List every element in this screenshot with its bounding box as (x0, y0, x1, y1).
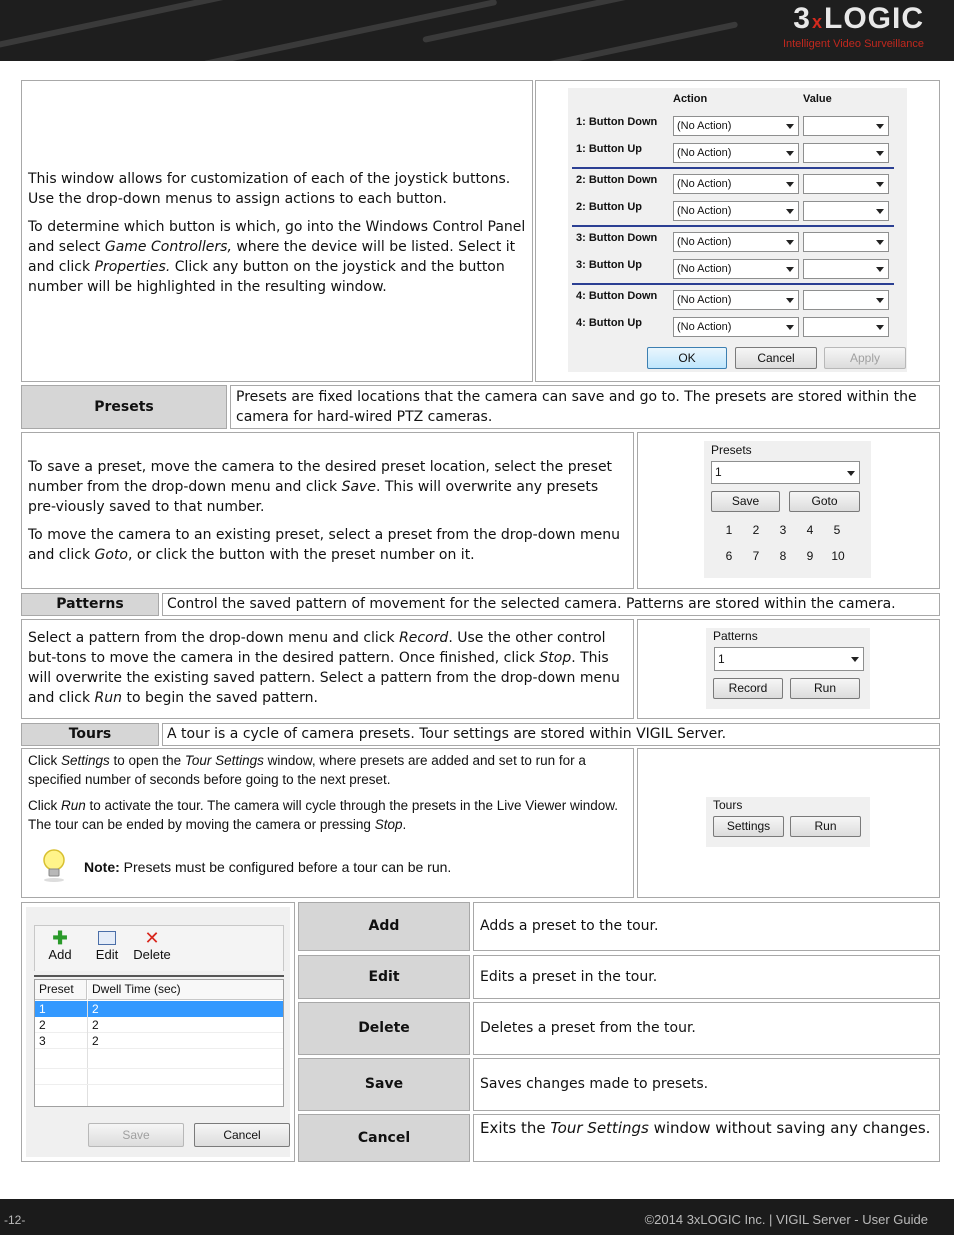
footer-copyright: ©2014 3xLOGIC Inc. | VIGIL Server - User Guide (644, 1212, 928, 1227)
joystick-para-2: To determine which button is which, go into the Windows Control Panel and select Game Controllers, where the device will be listed. Select it and click Properties. Click any button on the joystick and the button number will be highlighted in the resulting window. (28, 219, 526, 295)
action-dropdown[interactable]: (No Action) (673, 174, 799, 194)
value-dropdown[interactable] (803, 174, 889, 194)
patterns-description (21, 619, 634, 719)
patterns-para: Select a pattern from the drop-down menu and click Record. Use the other control but-tons to move the camera in the desired pattern. Once finished, click Stop. This will overwrite the existing saved pattern. Select a pattern from the drop-down menu and click Run to begin the saved pattern. (28, 630, 620, 706)
pattern-dropdown[interactable]: 1 (714, 647, 864, 671)
value-dropdown[interactable] (803, 143, 889, 163)
run-button[interactable]: Run (790, 816, 861, 837)
action-dropdown[interactable]: (No Action) (673, 201, 799, 221)
plus-icon: ✚ (52, 928, 68, 948)
delete-x-icon: ✕ (144, 928, 160, 948)
preset-dropdown[interactable]: 1 (711, 461, 860, 484)
def-desc-edit: Edits a preset in the tour. (473, 955, 940, 999)
def-term-add: Add (298, 902, 470, 951)
preset-number-button[interactable]: 6 (725, 549, 733, 563)
button-label: 2: Button Up (576, 201, 642, 213)
def-desc-delete: Deletes a preset from the tour. (473, 1002, 940, 1055)
patterns-screenshot-cell (637, 619, 940, 719)
joystick-dialog (568, 88, 907, 372)
edit-tool[interactable]: Edit (92, 929, 122, 962)
def-desc-cancel: Exits the Tour Settings window without saving any changes. (473, 1114, 940, 1162)
ok-button[interactable]: OK (647, 347, 727, 369)
cancel-button[interactable]: Cancel (194, 1123, 290, 1147)
preset-number-button[interactable]: 2 (752, 523, 760, 537)
tours-note: Note: Presets must be configured before a tour can be run. (84, 859, 452, 875)
save-button[interactable]: Save (88, 1123, 184, 1147)
cancel-button[interactable]: Cancel (735, 347, 817, 369)
table-row[interactable]: 2 2 (35, 1017, 284, 1033)
button-label: 4: Button Up (576, 317, 642, 329)
button-label: 3: Button Down (576, 232, 658, 244)
action-dropdown[interactable]: (No Action) (673, 116, 799, 136)
tours-panel (706, 797, 870, 847)
group-separator (572, 283, 894, 285)
tours-group-label: Tours (713, 798, 743, 812)
presets-screenshot-cell (637, 432, 940, 589)
save-button[interactable]: Save (711, 491, 780, 512)
presets-panel (704, 441, 871, 578)
patterns-heading: Patterns (21, 593, 159, 616)
presets-group-label: Presets (711, 443, 752, 457)
joystick-para-1: This window allows for customization of each of the joystick buttons. Use the drop-down menus to assign actions to each button. (28, 171, 511, 207)
delete-tool[interactable]: ✕ Delete (130, 929, 174, 962)
patterns-panel (706, 628, 870, 709)
patterns-summary: Control the saved pattern of movement for the selected camera. Patterns are stored within the camera. (162, 593, 940, 616)
preset-number-button[interactable]: 8 (779, 549, 787, 563)
empty-row (35, 1069, 284, 1085)
value-dropdown[interactable] (803, 201, 889, 221)
def-desc-add: Adds a preset to the tour. (473, 902, 940, 951)
preset-number-button[interactable]: 10 (831, 549, 845, 563)
preset-number-button[interactable]: 3 (779, 523, 787, 537)
table-row[interactable]: 3 2 (35, 1033, 284, 1049)
col-preset-header[interactable]: Preset (35, 980, 87, 1000)
button-label: 4: Button Down (576, 290, 658, 302)
preset-number-button[interactable]: 9 (806, 549, 814, 563)
page-footer (0, 1199, 954, 1235)
preset-number-button[interactable]: 5 (833, 523, 841, 537)
action-dropdown[interactable]: (No Action) (673, 317, 799, 337)
presets-para-2: To move the camera to an existing preset, select a preset from the drop-down menu and click Goto, or click the button with the preset number on it. (28, 527, 620, 563)
goto-button[interactable]: Goto (789, 491, 860, 512)
toolbar-divider (34, 975, 284, 977)
action-dropdown[interactable]: (No Action) (673, 290, 799, 310)
button-label: 1: Button Down (576, 116, 658, 128)
tours-summary: A tour is a cycle of camera presets. Tour settings are stored within VIGIL Server. (162, 723, 940, 746)
add-tool[interactable]: ✚ Add (46, 929, 74, 962)
empty-row (35, 1053, 284, 1069)
action-dropdown[interactable]: (No Action) (673, 232, 799, 252)
col-action-header: Action (673, 93, 708, 105)
preset-number-button[interactable]: 4 (806, 523, 814, 537)
def-term-save: Save (298, 1058, 470, 1111)
button-label: 2: Button Down (576, 174, 658, 186)
header-decoration (522, 21, 738, 61)
group-separator (572, 167, 894, 169)
col-dwell-header[interactable]: Dwell Time (sec) (88, 980, 284, 1000)
tours-description (21, 748, 634, 898)
joystick-screenshot-cell (535, 80, 940, 382)
def-term-cancel: Cancel (298, 1114, 470, 1162)
page-number: -12- (4, 1213, 26, 1227)
presets-heading: Presets (21, 385, 227, 429)
brand-logo: 3xLOGIC (793, 2, 924, 35)
brand-tagline: Intelligent Video Surveillance (782, 38, 924, 50)
patterns-group-label: Patterns (713, 629, 758, 643)
header-decoration (0, 0, 238, 51)
def-term-edit: Edit (298, 955, 470, 999)
button-label: 1: Button Up (576, 143, 642, 155)
value-dropdown[interactable] (803, 116, 889, 136)
group-separator (572, 225, 894, 227)
table-row-selected[interactable]: 1 2 (35, 1001, 284, 1017)
value-dropdown[interactable] (803, 317, 889, 337)
tours-heading: Tours (21, 723, 159, 746)
record-button[interactable]: Record (713, 678, 783, 699)
preset-number-button[interactable]: 1 (725, 523, 733, 537)
col-value-header: Value (803, 93, 832, 105)
value-dropdown[interactable] (803, 259, 889, 279)
tours-para-2: Click Run to activate the tour. The camera will cycle through the presets in the Live Viewer window. The tour can be ended by moving the camera or pressing Stop. (28, 798, 619, 832)
lightbulb-icon (38, 847, 70, 886)
presets-description (21, 432, 634, 589)
def-desc-save: Saves changes made to presets. (473, 1058, 940, 1111)
preset-list[interactable] (34, 979, 284, 1107)
edit-icon (92, 929, 122, 947)
tours-para-1: Click Settings to open the Tour Settings window, where presets are added and set to run for a specified number of seconds before going to the next preset. (28, 753, 586, 787)
action-dropdown[interactable]: (No Action) (673, 143, 799, 163)
tours-screenshot-cell (637, 748, 940, 898)
value-dropdown[interactable] (803, 290, 889, 310)
def-term-delete: Delete (298, 1002, 470, 1055)
run-button[interactable]: Run (790, 678, 860, 699)
action-dropdown[interactable]: (No Action) (673, 259, 799, 279)
apply-button[interactable]: Apply (824, 347, 906, 369)
joystick-description (21, 80, 533, 382)
preset-number-button[interactable]: 7 (752, 549, 760, 563)
tour-settings-screenshot-cell (21, 902, 295, 1162)
settings-button[interactable]: Settings (713, 816, 784, 837)
presets-para-1: To save a preset, move the camera to the desired preset location, select the preset number from the drop-down menu and click Save. This will overwrite any presets pre-viously saved to that number. (28, 459, 613, 515)
presets-summary: Presets are fixed locations that the camera can save and go to. The presets are stored within the camera for hard-wired PTZ cameras. (230, 385, 940, 429)
value-dropdown[interactable] (803, 232, 889, 252)
tour-settings-dialog (26, 907, 290, 1157)
page-header (0, 0, 954, 61)
button-label: 3: Button Up (576, 259, 642, 271)
